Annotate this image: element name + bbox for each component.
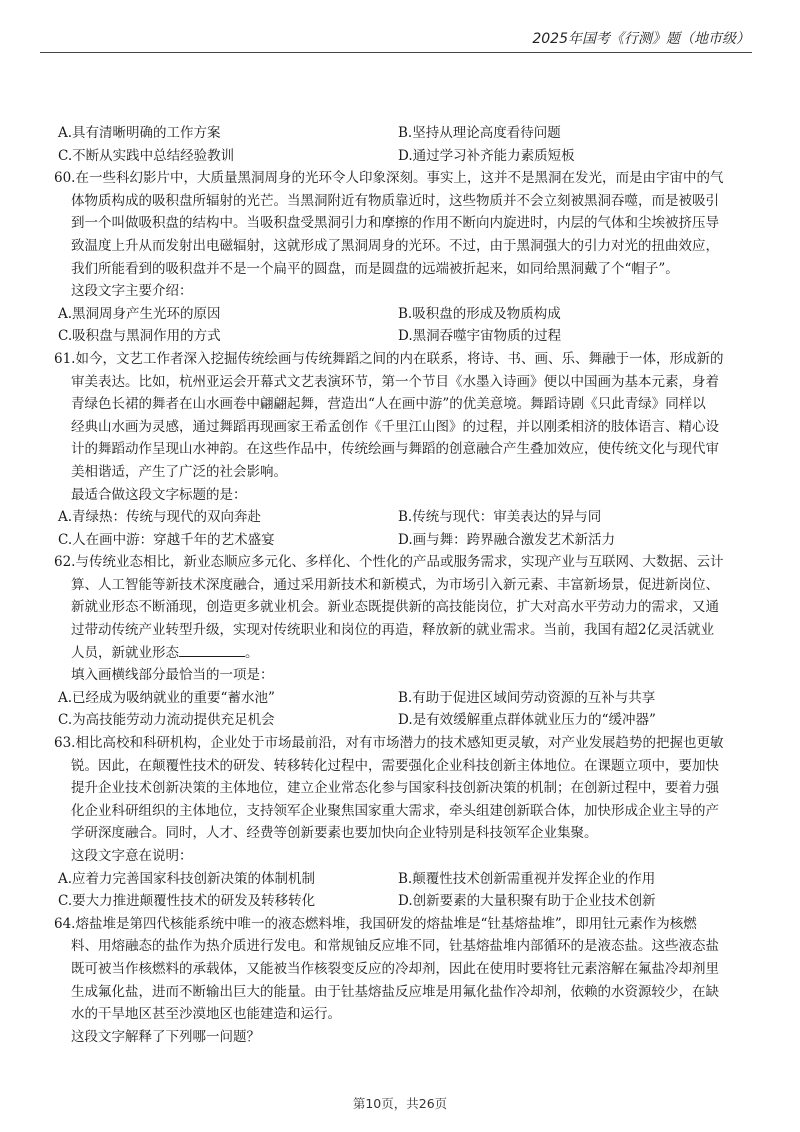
stem-line: 61.如今，文艺工作者深入挖掘传统绘画与传统舞蹈之间的内在联系，将诗、书、画、乐、舞融于一体，形成新的 [54, 350, 724, 367]
option-d: D.黑洞吞噬宇宙物质的过程 [398, 328, 562, 345]
stem-line: 致温度上升从而发射出电磁辐射，这就形成了黑洞周身的光环。不过，由于黑洞强大的引力对光的扭曲效应， [71, 237, 719, 254]
stem-line: 经典山水画为灵感，通过舞蹈再现画家王希孟创作《千里江山图》的过程，并以刚柔相济的肢体语言、精心设 [71, 418, 719, 435]
header-divider [40, 52, 752, 53]
question-64 [54, 913, 758, 1049]
question-stem [54, 551, 758, 687]
question-63 [54, 732, 758, 913]
question-options [54, 687, 758, 732]
stem-line: 水的干旱地区甚至沙漠地区也能建造和运行。 [71, 1006, 341, 1023]
option-b: B.吸积盘的形成及物质构成 [398, 305, 561, 322]
question-number: 61. [54, 350, 76, 367]
stem-line: 60.在一些科幻影片中，大质量黑洞周身的光环令人印象深刻。事实上，这并不是黑洞在发光，而是由宇宙中的气 [54, 170, 724, 187]
option-c: C.吸积盘与黑洞作用的方式 [58, 328, 221, 345]
stem-line: 美相谐适，产生了广泛的社会影响。 [71, 463, 287, 480]
page-header: 2025年国考《行测》题（地市级） [532, 31, 750, 47]
stem-line: 新就业形态不断涌现，创造更多就业机会。新业态既提供新的高技能岗位，扩大对高水平劳动力的需求，又通 [71, 599, 719, 616]
stem-line: 63.相比高校和科研机构，企业处于市场最前沿，对有市场潜力的技术感知更灵敏，对产业发展趋势的把握也更敏 [54, 735, 724, 752]
option-a: A.应着力完善国家科技创新决策的体制机制 [58, 870, 316, 887]
stem-line: 青绿色长裙的舞者在山水画卷中翩翩起舞，营造出“人在画中游”的优美意境。舞蹈诗剧《只此青绿》同样以 [71, 396, 706, 413]
option-b: B.坚持从理论高度看待问题 [398, 125, 561, 141]
option-b: B.有助于促进区域间劳动资源的互补与共享 [398, 689, 656, 706]
fill-in-blank [179, 642, 245, 657]
option-d: D.画与舞：跨界融合激发艺术新活力 [398, 531, 616, 548]
stem-line: 审美表达。比如，杭州亚运会开幕式文艺表演环节，第一个节目《水墨入诗画》便以中国画为基本元素，身着 [71, 373, 719, 390]
stem-line: 到一个叫做吸积盘的结构中。当吸积盘受黑洞引力和摩擦的作用不断向内旋进时，内层的气体和尘埃被挤压导 [71, 215, 719, 232]
page-content [54, 122, 758, 1048]
stem-line: 64.熔盐堆是第四代核能系统中唯一的液态燃料堆，我国研发的熔盐堆是“钍基熔盐堆”，即用钍元素作为核燃 [54, 915, 697, 932]
prev-question-options [58, 122, 758, 167]
stem-line: 计的舞蹈动作呈现山水神韵。在这些作品中，传统绘画与舞蹈的创意融合产生叠加效应，使传统文化与现代审 [71, 441, 719, 458]
question-60 [54, 167, 758, 348]
option-c: C.为高技能劳动力流动提供充足机会 [58, 712, 275, 729]
option-a: A.青绿热：传统与现代的双向奔赴 [58, 509, 262, 526]
stem-line: 化企业科研组织的主体地位，支持领军企业聚焦国家重大需求，牵头组建创新联合体，加快形成企业主导的产 [71, 802, 719, 819]
option-a: A.黑洞周身产生光环的原因 [58, 305, 221, 322]
stem-line: 过带动传统产业转型升级，实现对传统职业和岗位的再造，释放新的就业需求。当前，我国有超2亿灵活就业 [71, 622, 715, 639]
question-prompt: 最适合做这段文字标题的是： [71, 486, 247, 503]
question-61 [54, 348, 758, 551]
stem-line: 既可被当作核燃料的承载体，又能被当作核裂变反应的冷却剂，因此在使用时要将钍元素溶解在氟盐冷却剂里 [71, 960, 719, 977]
option-c: C.人在画中游：穿越千年的艺术盛宴 [58, 531, 275, 548]
stem-line: 生成氟化盐，进而不断输出巨大的能量。由于钍基熔盐反应堆是用氟化盐作冷却剂，依赖的水资源较少，在缺 [71, 983, 719, 1000]
question-stem [54, 732, 758, 868]
question-options [54, 506, 758, 551]
question-prompt: 这段文字意在说明： [71, 848, 193, 864]
question-number: 60. [54, 170, 76, 187]
question-prompt: 填入画横线部分最恰当的一项是： [71, 667, 274, 684]
question-options [54, 868, 758, 913]
question-number: 63. [54, 735, 76, 752]
option-b: B.颠覆性技术创新需重视并发挥企业的作用 [398, 870, 656, 887]
question-stem [54, 913, 758, 1049]
stem-line: 62.与传统业态相比，新业态顺应多元化、多样化、个性化的产品或服务需求，实现产业与互联网、大数据、云计 [54, 554, 724, 571]
option-d: D.是有效缓解重点群体就业压力的“缓冲器” [398, 712, 656, 729]
stem-line: 料、用熔融态的盐作为热介质进行发电。和常规铀反应堆不同，钍基熔盐堆内部循环的是液态盐。这些液态盐 [71, 938, 719, 955]
option-a: A.具有清晰明确的工作方案 [58, 125, 221, 141]
stem-line: 提升企业技术创新决策的主体地位，建立企业常态化参与国家科技创新决策的机制；在创新过程中，要着力强 [71, 780, 719, 797]
stem-line: 锐。因此，在颠覆性技术的研发、转移转化过程中，需要强化企业科技创新主体地位。在课题立项中，要加快 [71, 757, 719, 774]
question-options [54, 303, 758, 348]
option-a: A.已经成为吸纳就业的重要“蓄水池” [58, 689, 275, 706]
option-c: C.要大力推进颠覆性技术的研发及转移转化 [58, 893, 316, 910]
stem-line: 学研深度融合。同时，人才、经费等创新要素也要加快向企业特别是科技领军企业集聚。 [71, 825, 598, 842]
option-d: D.通过学习补齐能力素质短板 [398, 147, 575, 164]
option-d: D.创新要素的大量积聚有助于企业技术创新 [398, 893, 656, 910]
option-c: C.不断从实践中总结经验教训 [58, 147, 235, 164]
question-stem [54, 167, 758, 303]
question-number: 62. [54, 554, 76, 571]
question-62 [54, 551, 758, 732]
question-stem [54, 348, 758, 506]
stem-line: 我们所能看到的吸积盘并不是一个扁平的圆盘，而是圆盘的远端被折起来，如同给黑洞戴了个“帽子”。 [71, 260, 679, 277]
question-prompt: 这段文字解释了下列哪一问题？ [71, 1028, 260, 1045]
stem-line: 算、人工智能等新技术深度融合，通过采用新技术和新模式，为市场引入新元素、丰富新场景，促进新岗位、 [71, 576, 719, 593]
option-b: B.传统与现代：审美表达的异与同 [398, 509, 602, 526]
stem-line: 体物质构成的吸积盘所辐射的光芒。当黑洞附近有物质靠近时，这些物质并不会立刻被黑洞吞噬，而是被吸引 [71, 192, 719, 209]
question-number: 64. [54, 915, 76, 932]
stem-line: 人员，新就业形态 。 [54, 642, 758, 665]
question-prompt: 这段文字主要介绍： [71, 283, 193, 300]
page-number: 第10页，共26页 [352, 1096, 448, 1111]
